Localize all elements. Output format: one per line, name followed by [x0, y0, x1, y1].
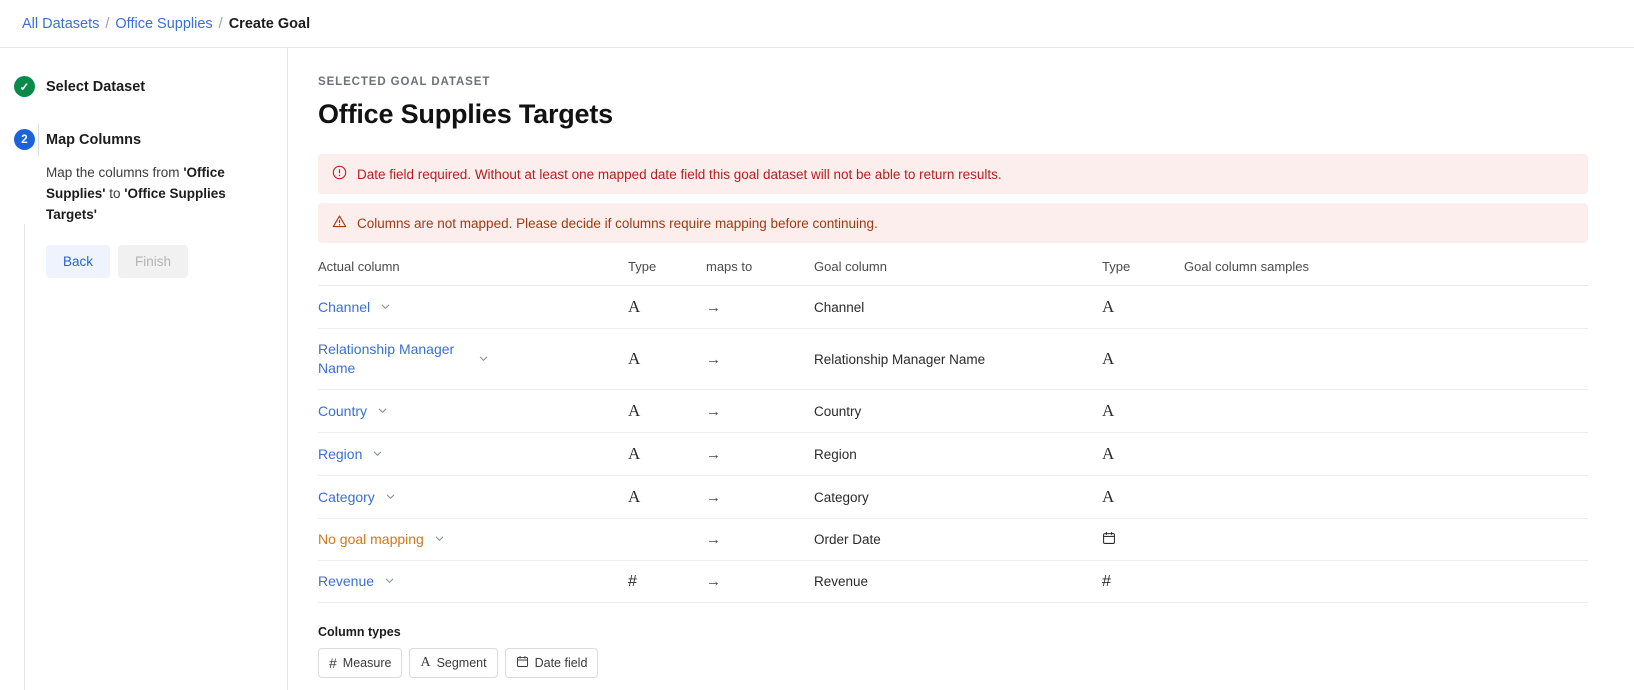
- table-row: [318, 329, 1588, 390]
- column-mapping-table: [318, 259, 1588, 603]
- arrow-right-icon: →: [706, 573, 721, 590]
- cell-goal-type: [1102, 433, 1184, 476]
- chevron-down-icon: [372, 447, 383, 462]
- goal-column-label: Order Date: [814, 532, 881, 547]
- wizard-button-row: [46, 245, 265, 278]
- cell-goal-column: [814, 561, 1102, 603]
- measure-type-icon: #: [628, 572, 637, 590]
- segment-type-icon: A: [1102, 401, 1115, 420]
- actual-column-dropdown[interactable]: [318, 298, 628, 317]
- cell-actual-type: [628, 433, 706, 476]
- cell-maps-to: [706, 286, 814, 329]
- cell-goal-samples: [1184, 561, 1588, 603]
- cell-goal-column: [814, 329, 1102, 390]
- step-description-prefix: Map the columns from: [46, 165, 184, 180]
- breadcrumb-item-all-datasets[interactable]: All Datasets: [22, 15, 100, 32]
- step-description-target: 'Office Supplies Targets': [46, 186, 226, 222]
- back-button[interactable]: Back: [46, 245, 110, 278]
- segment-type-icon: A: [628, 487, 641, 506]
- step-description: [46, 162, 265, 225]
- sidebar-step-map-columns[interactable]: [14, 129, 265, 150]
- cell-goal-samples: [1184, 519, 1588, 561]
- table-row: [318, 519, 1588, 561]
- segment-type-icon: A: [628, 444, 641, 463]
- date-field-icon: [516, 655, 529, 671]
- th-goal-column: Goal column: [814, 259, 1102, 286]
- step-description-source: 'Office Supplies': [46, 165, 225, 201]
- cell-goal-type: [1102, 476, 1184, 519]
- cell-actual-type: [628, 329, 706, 390]
- segment-type-icon: A: [628, 297, 641, 316]
- cell-maps-to: [706, 329, 814, 390]
- cell-actual-type: [628, 390, 706, 433]
- measure-type-icon: #: [1102, 572, 1111, 590]
- cell-goal-samples: [1184, 433, 1588, 476]
- alert-date-field-required: [318, 154, 1588, 194]
- goal-column-label: Category: [814, 489, 869, 505]
- sidebar-step-map-columns-wrap: [14, 129, 265, 278]
- chevron-down-icon: [384, 574, 395, 589]
- alert-text: Date field required. Without at least one mapped date field this goal dataset will not be able to return results.: [357, 166, 1002, 182]
- arrow-right-icon: →: [706, 531, 721, 548]
- cell-goal-samples: [1184, 476, 1588, 519]
- table-row: [318, 561, 1588, 603]
- cell-maps-to: [706, 433, 814, 476]
- breadcrumb-separator: /: [105, 15, 110, 32]
- chevron-down-icon: [377, 404, 388, 419]
- actual-column-label: Region: [318, 445, 363, 462]
- column-types-legend: [318, 625, 1588, 678]
- legend-chip-segment[interactable]: [409, 648, 497, 678]
- actual-column-dropdown[interactable]: [318, 340, 628, 378]
- legend-chip-measure[interactable]: [318, 648, 402, 678]
- actual-column-dropdown[interactable]: [318, 445, 628, 464]
- actual-column-dropdown[interactable]: [318, 402, 628, 421]
- segment-type-icon: A: [1102, 349, 1115, 368]
- error-circle-icon: [332, 165, 347, 183]
- th-actual-type: Type: [628, 259, 706, 286]
- page-title: Office Supplies Targets: [318, 99, 613, 129]
- chevron-down-icon: [385, 490, 396, 505]
- cell-goal-column: [814, 433, 1102, 476]
- actual-column-label: Relationship Manager Name: [318, 341, 455, 376]
- cell-maps-to: [706, 390, 814, 433]
- goal-column-label: Country: [814, 403, 862, 419]
- cell-actual-column: [318, 390, 628, 433]
- chevron-down-icon: [434, 532, 445, 547]
- cell-maps-to: [706, 519, 814, 561]
- measure-icon: #: [329, 655, 337, 671]
- legend-chip-row: [318, 648, 1588, 678]
- table-row: [318, 286, 1588, 329]
- sidebar-step-select-dataset[interactable]: [14, 76, 265, 97]
- cell-actual-column: [318, 433, 628, 476]
- cell-actual-column: [318, 476, 628, 519]
- legend-chip-date-field[interactable]: [505, 648, 599, 678]
- step-description-middle: to: [105, 186, 125, 201]
- breadcrumb-item-create-goal: Create Goal: [228, 15, 311, 32]
- legend-chip-label: Date field: [534, 656, 588, 670]
- actual-column-label: Channel: [318, 298, 371, 315]
- sidebar-step-label: Select Dataset: [46, 78, 146, 95]
- alerts-region: [318, 154, 1588, 243]
- step-number-badge: 2: [14, 129, 35, 150]
- cell-goal-type: [1102, 286, 1184, 329]
- arrow-right-icon: →: [706, 298, 721, 316]
- page-layout: [0, 48, 1634, 690]
- th-goal-type: Type: [1102, 259, 1184, 286]
- actual-column-label: Revenue: [318, 573, 375, 589]
- segment-type-icon: A: [1102, 297, 1115, 316]
- finish-button[interactable]: Finish: [118, 245, 188, 278]
- cell-actual-column: [318, 561, 628, 603]
- arrow-right-icon: →: [706, 488, 721, 506]
- segment-type-icon: A: [1102, 444, 1115, 463]
- chevron-down-icon: [380, 300, 391, 315]
- table-row: [318, 476, 1588, 519]
- cell-goal-column: [814, 519, 1102, 561]
- cell-actual-column: [318, 329, 628, 390]
- alert-text: Columns are not mapped. Please decide if columns require mapping before continuing.: [357, 215, 878, 231]
- cell-goal-column: [814, 286, 1102, 329]
- cell-actual-type: [628, 286, 706, 329]
- segment-type-icon: A: [628, 401, 641, 420]
- segment-type-icon: A: [628, 349, 641, 368]
- cell-goal-type: [1102, 519, 1184, 561]
- legend-title: Column types: [318, 625, 401, 639]
- th-maps-to: maps to: [706, 259, 814, 286]
- segment-icon: A: [420, 655, 431, 670]
- cell-goal-column: [814, 476, 1102, 519]
- chevron-down-icon: [478, 352, 489, 367]
- cell-goal-type: [1102, 390, 1184, 433]
- breadcrumb-separator: /: [218, 15, 223, 32]
- wizard-sidebar: [0, 48, 288, 690]
- date-field-icon: [1102, 533, 1116, 548]
- goal-column-label: Channel: [814, 299, 865, 315]
- table-row: [318, 390, 1588, 433]
- arrow-right-icon: →: [706, 445, 721, 463]
- goal-column-label: Relationship Manager Name: [814, 351, 986, 367]
- cell-goal-column: [814, 390, 1102, 433]
- goal-column-label: Region: [814, 446, 857, 462]
- cell-goal-type: [1102, 329, 1184, 390]
- cell-goal-type: [1102, 561, 1184, 603]
- cell-actual-type: [628, 561, 706, 603]
- cell-goal-samples: [1184, 329, 1588, 390]
- main-content: [288, 48, 1634, 690]
- cell-goal-samples: [1184, 390, 1588, 433]
- th-goal-column-samples: Goal column samples: [1184, 259, 1588, 286]
- table-body: [318, 286, 1588, 603]
- cell-maps-to: [706, 476, 814, 519]
- arrow-right-icon: →: [706, 350, 721, 368]
- cell-actual-column: [318, 286, 628, 329]
- breadcrumb-item-office-supplies[interactable]: Office Supplies: [115, 15, 213, 32]
- alert-columns-not-mapped: [318, 203, 1588, 243]
- segment-type-icon: A: [1102, 487, 1115, 506]
- actual-column-dropdown[interactable]: [318, 488, 628, 507]
- cell-maps-to: [706, 561, 814, 603]
- step-complete-icon: ✓: [14, 76, 35, 97]
- arrow-right-icon: →: [706, 402, 721, 420]
- table-header: [318, 259, 1588, 286]
- sidebar-step-label: Map Columns: [46, 131, 142, 148]
- actual-column-dropdown[interactable]: [318, 572, 628, 591]
- warning-triangle-icon: [332, 214, 347, 232]
- actual-column-label: No goal mapping: [318, 531, 424, 547]
- cell-actual-type: [628, 476, 706, 519]
- sidebar-rail: [24, 224, 25, 690]
- legend-chip-label: Measure: [342, 656, 392, 670]
- th-actual-column: Actual column: [318, 259, 628, 286]
- table-row: [318, 433, 1588, 476]
- cell-actual-column: [318, 519, 628, 561]
- actual-column-label: Country: [318, 402, 368, 419]
- cell-goal-samples: [1184, 286, 1588, 329]
- legend-chip-label: Segment: [436, 656, 487, 670]
- table-header-row: [318, 259, 1588, 286]
- breadcrumb: [0, 0, 1634, 48]
- cell-actual-type: [628, 519, 706, 561]
- actual-column-label: Category: [318, 488, 375, 505]
- actual-column-dropdown-unmapped[interactable]: [318, 530, 628, 549]
- selected-goal-dataset-label: SELECTED GOAL DATASET: [318, 76, 491, 88]
- goal-column-label: Revenue: [814, 574, 869, 589]
